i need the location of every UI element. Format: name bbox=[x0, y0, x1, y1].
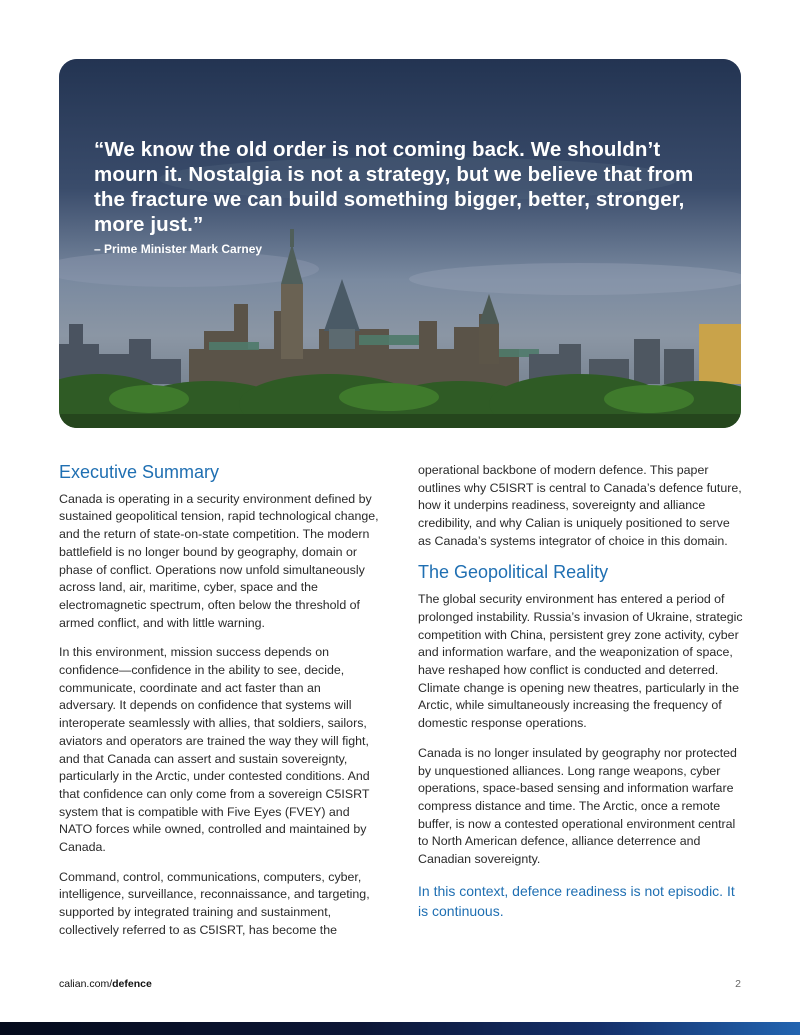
footer-url[interactable] bbox=[59, 978, 152, 990]
page-number: 2 bbox=[735, 978, 741, 990]
paragraph: Canada is no longer insulated by geography nor protected by unquestioned alliances. Long range weapons, cyber operations, space-based sensing and information warfare compress distance and time. The Arctic, once a remote buffer, is now a contested operational environment central to North American defence, alliance deterrence and Canadian sovereignty. bbox=[418, 745, 737, 867]
quote-attribution: – Prime Minister Mark Carney bbox=[94, 242, 263, 256]
executive-summary-heading: Executive Summary bbox=[59, 462, 220, 482]
paragraph: The global security environment has entered a period of prolonged instability. Russia’s invasion of Ukraine, strategic competition with China, persistent grey zone activity, cyber and information warfare, and the weaponization of space, have reshaped how conflict is conducted and deterred. Climate change is opening new theatres, particularly in the Arctic, while simultaneously increasing the frequency of domestic response operations. bbox=[418, 592, 743, 731]
hero-image bbox=[59, 59, 741, 428]
footer-url-bold: defence bbox=[112, 978, 152, 990]
footer-url-prefix: calian.com/ bbox=[59, 978, 113, 990]
paragraph: In this environment, mission success depends on confidence—confidence in the ability to see, decide, communicate, coordinate and act faster than an adversary. It depends on confidence that systems will interoperate seamlessly with allies, that soldiers, sailors, aviators and operators are trained the way they will fight, and that Canada can assert and sustain sovereignty, particularly in the Arctic, under contested conditions. And that confidence can only come from a sovereign C5ISRT system that is compatible with Five Eyes (FVEY) and NATO forces while owned, controlled and maintained by Canada. bbox=[59, 645, 370, 855]
right-column bbox=[418, 462, 744, 933]
hero-quote: “We know the old order is not coming back. We shouldn’t mourn it. Nostalgia is not a strategy, but we believe that from the fracture we can build something bigger, better, stronger, more just.” bbox=[94, 138, 694, 236]
callout-text: In this context, defence readiness is not episodic. It is continuous. bbox=[418, 882, 735, 919]
paragraph: Command, control, communications, computers, cyber, intelligence, surveillance, reconnaissance, and targeting, supported by integrated training and sustainment, collectively referred to as C5ISRT, has become the bbox=[59, 869, 370, 937]
paragraph: Canada is operating in a security environment defined by sustained geopolitical tension, rapid technological change, and the return of state-on-state competition. The modern battlefield is no longer bound by geography, domain or phase of conflict. Operations now unfold simultaneously across land, air, maritime, cyber, space and the electromagnetic spectrum, often below the threshold of armed conflict, and with little warning. bbox=[59, 491, 379, 630]
bottom-gradient-band bbox=[0, 1022, 800, 1035]
left-column bbox=[59, 460, 379, 952]
paragraph-continuation: operational backbone of modern defence. This paper outlines why C5ISRT is central to Canada’s defence future, how it underpins readiness, sovereignty and alliance credibility, and why Calian is uniquely positioned to serve as Canada’s systems integrator of choice in this domain. bbox=[418, 463, 742, 548]
geopolitical-reality-heading: The Geopolitical Reality bbox=[418, 561, 609, 582]
